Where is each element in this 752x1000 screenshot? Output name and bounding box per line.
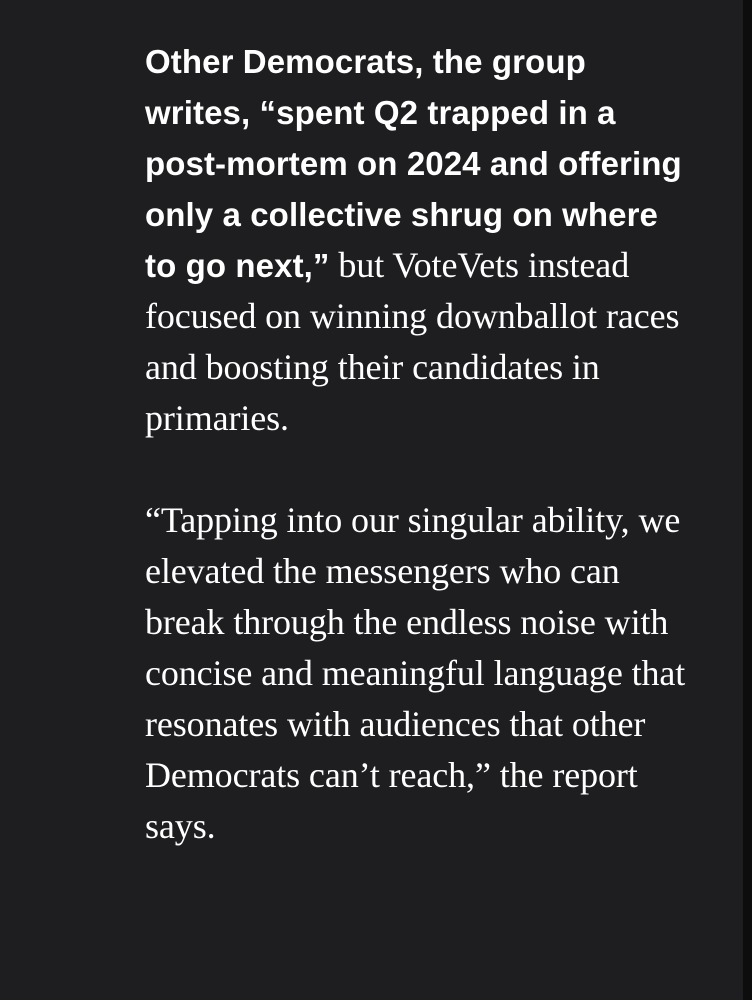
article-paragraph-2: “Tapping into our singular ability, we elevated the messengers who can break through the endless noise with concise and meaningful language that resonates with audiences that other Democrats can’t reach,” the report says.: [145, 500, 686, 846]
scroll-edge: [743, 0, 752, 1000]
article-paragraph-1: [145, 36, 690, 444]
quote-lead-bold: Other Democrats, the group writes, “spent Q2 trapped in a post-mortem on 2024 and offering only a collective shrug on where to go next,”: [145, 43, 682, 284]
article-body: [145, 36, 690, 852]
paragraph-1-rest: but VoteVets instead focused on winning downballot races and boosting their candidates in primaries.: [145, 245, 680, 438]
